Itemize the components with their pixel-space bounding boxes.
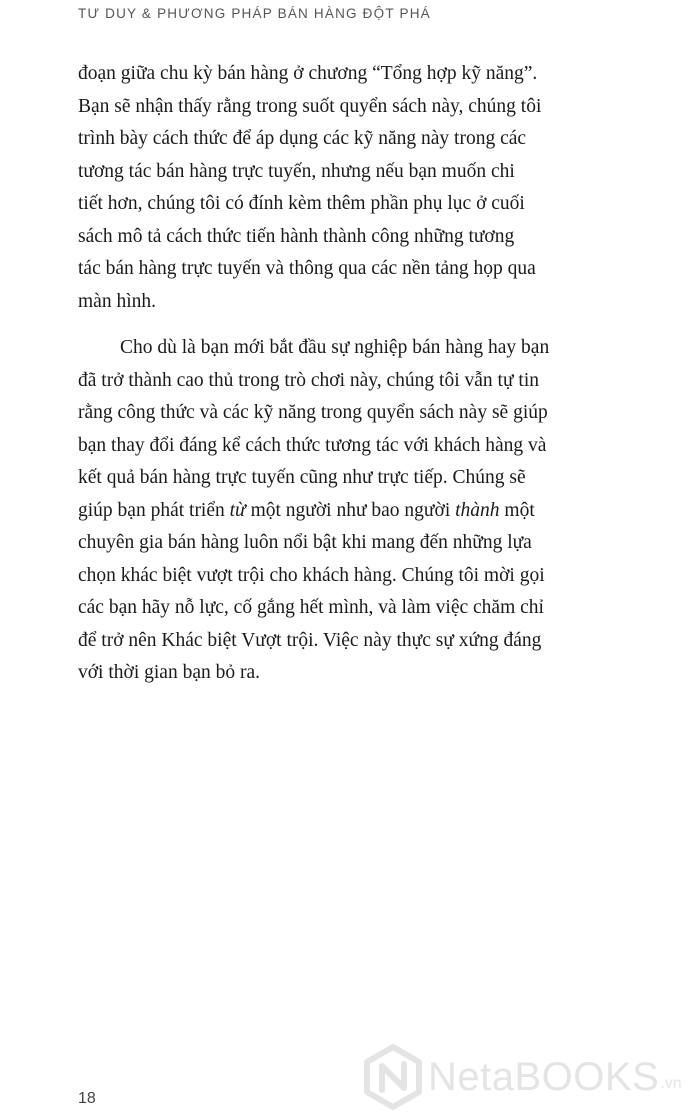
body-text [78, 58, 608, 690]
text-run: một [499, 499, 535, 521]
text-line: Bạn sẽ nhận thấy rằng trong suốt quyển sách này, chúng tôi [78, 95, 542, 117]
text-line-with-emphasis [78, 495, 608, 528]
text-line: chuyên gia bán hàng luôn nổi bật khi mang đến những lựa [78, 532, 532, 553]
text-line: đoạn giữa chu kỳ bán hàng ở chương “Tổng hợp kỹ năng”. [78, 63, 538, 84]
watermark [362, 1042, 692, 1112]
text-line: trình bày cách thức để áp dụng các kỹ năng này trong các [78, 128, 527, 149]
emphasis-to: thành [455, 499, 500, 521]
text-line: các bạn hãy nỗ lực, cố gắng hết mình, và làm việc chăm chỉ [78, 597, 544, 618]
text-line: chọn khác biệt vượt trội cho khách hàng. Chúng tôi mời gọi [78, 564, 545, 586]
text-line: rằng công thức và các kỹ năng trong quyển sách này sẽ giúp [78, 402, 548, 423]
running-header: TƯ DUY & PHƯƠNG PHÁP BÁN HÀNG ĐỘT PHÁ [78, 6, 431, 21]
watermark-suffix: .vn [660, 1075, 682, 1092]
text-run: giúp bạn phát triển [78, 499, 230, 521]
text-line: với thời gian bạn bỏ ra. [78, 662, 261, 683]
text-line: màn hình. [78, 290, 156, 312]
text-line: Cho dù là bạn mới bắt đầu sự nghiệp bán hàng hay bạn [120, 337, 550, 358]
text-line: sách mô tả cách thức tiến hành thành công những tương [78, 225, 515, 247]
text-line: bạn thay đổi đáng kể cách thức tương tác với khách hàng và [78, 434, 547, 456]
text-line: tiết hơn, chúng tôi có đính kèm thêm phần phụ lục ở cuối [78, 193, 525, 214]
text-line: tác bán hàng trực tuyến và thông qua các nền tảng họp qua [78, 258, 536, 279]
netabooks-logo-icon [362, 1044, 424, 1110]
paragraph-2 [78, 332, 608, 690]
text-run: một người như bao người [245, 499, 456, 521]
text-line: để trở nên Khác biệt Vượt trội. Việc này thực sự xứng đáng [78, 629, 542, 651]
watermark-brand: NetaBOOKS [428, 1054, 660, 1099]
paragraph-1 [78, 58, 608, 318]
emphasis-from: từ [229, 499, 246, 521]
text-line: tương tác bán hàng trực tuyến, nhưng nếu bạn muốn chi [78, 160, 515, 182]
text-line: kết quả bán hàng trực tuyến cũng như trực tiếp. Chúng sẽ [78, 467, 526, 488]
page-number: 18 [78, 1090, 96, 1107]
text-line: đã trở thành cao thủ trong trò chơi này, chúng tôi vẫn tự tin [78, 369, 539, 391]
